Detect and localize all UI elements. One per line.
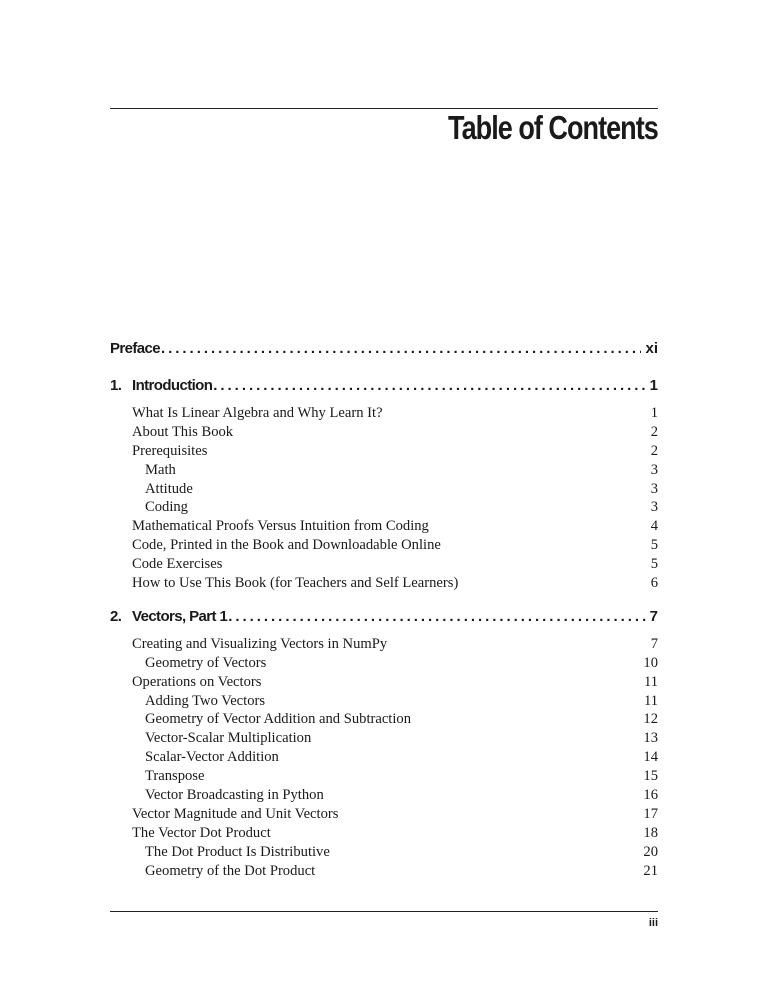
chapter-page: 7	[649, 607, 658, 625]
entry-page: 21	[643, 862, 658, 879]
entry-page: 4	[650, 518, 658, 535]
bottom-rule	[110, 911, 658, 912]
entry-page: 3	[650, 480, 658, 497]
entry-title: Creating and Visualizing Vectors in NumPy	[132, 635, 388, 652]
chapter-page: 1	[649, 377, 658, 394]
toc-preface[interactable]	[110, 340, 658, 368]
chapter-title: Vectors, Part 1	[132, 607, 228, 625]
toc-entry[interactable]	[110, 499, 658, 518]
entry-page: 12	[643, 711, 658, 728]
toc-entry[interactable]	[110, 481, 658, 500]
page-folio: iii	[648, 917, 658, 929]
entry-title: Geometry of the Dot Product	[145, 862, 316, 879]
toc-entry[interactable]	[110, 806, 658, 825]
toc-entry[interactable]	[110, 443, 658, 462]
entry-page: 5	[650, 537, 658, 554]
chapter-spacer	[110, 594, 658, 608]
preface-page: xi	[645, 340, 658, 357]
entry-title: Transpose	[145, 768, 205, 785]
toc-entry[interactable]	[110, 768, 658, 787]
entry-title: Mathematical Proofs Versus Intuition from Coding	[132, 518, 429, 535]
entry-page: 3	[650, 461, 658, 478]
entry-title: Operations on Vectors	[132, 673, 262, 690]
entry-page: 11	[643, 692, 658, 709]
chapter-number: 2.	[110, 607, 122, 625]
toc-entry[interactable]	[110, 405, 658, 424]
toc-entry[interactable]	[110, 575, 658, 594]
entry-page: 5	[650, 556, 658, 573]
toc-entry[interactable]	[110, 693, 658, 712]
entry-page: 1	[650, 405, 658, 421]
entry-title: The Vector Dot Product	[132, 824, 271, 841]
toc-entry[interactable]	[110, 462, 658, 481]
entry-title: Prerequisites	[132, 442, 208, 459]
entry-title: Math	[145, 461, 176, 478]
entry-page: 16	[643, 787, 658, 804]
entry-title: Vector Broadcasting in Python	[145, 787, 324, 804]
entry-title: What Is Linear Algebra and Why Learn It?	[132, 405, 383, 421]
entry-page: 18	[643, 824, 658, 841]
entry-title: The Dot Product Is Distributive	[145, 843, 330, 860]
toc-entry[interactable]	[110, 730, 658, 749]
entry-page: 6	[650, 575, 658, 592]
toc-chapter-2[interactable]	[110, 608, 658, 636]
preface-label: Preface	[110, 340, 161, 357]
toc-entry[interactable]	[110, 537, 658, 556]
entry-page: 3	[650, 499, 658, 516]
toc-entry[interactable]	[110, 711, 658, 730]
entry-page: 15	[643, 768, 658, 785]
entry-title: Code, Printed in the Book and Downloadable Online	[132, 537, 441, 554]
toc-entry[interactable]	[110, 749, 658, 768]
dot-leader	[161, 340, 641, 357]
toc-chapter-1[interactable]	[110, 377, 658, 405]
toc-entry[interactable]	[110, 655, 658, 674]
entry-title: How to Use This Book (for Teachers and Self Learners)	[132, 575, 459, 592]
entry-title: Code Exercises	[132, 556, 223, 573]
entry-title: Adding Two Vectors	[145, 692, 266, 709]
entry-page: 11	[643, 673, 658, 690]
toc-entry[interactable]	[110, 825, 658, 844]
chapter-title: Introduction	[132, 377, 213, 394]
entry-page: 17	[643, 805, 658, 822]
toc-entry[interactable]	[110, 844, 658, 863]
entry-page: 7	[650, 635, 658, 652]
entry-title: Geometry of Vectors	[145, 654, 267, 671]
entry-title: About This Book	[132, 423, 234, 440]
toc-entry[interactable]	[110, 674, 658, 693]
entry-page: 20	[643, 843, 658, 860]
toc-entry[interactable]	[110, 518, 658, 537]
toc-entry[interactable]	[110, 636, 658, 655]
toc-entry[interactable]	[110, 863, 658, 882]
table-of-contents	[110, 340, 658, 881]
entry-title: Vector Magnitude and Unit Vectors	[132, 805, 339, 822]
chapter-list	[110, 377, 658, 881]
entry-title: Vector-Scalar Multiplication	[145, 730, 312, 747]
toc-entry[interactable]	[110, 556, 658, 575]
entry-title: Coding	[145, 499, 188, 516]
entry-title: Scalar-Vector Addition	[145, 749, 279, 766]
entry-page: 2	[650, 442, 658, 459]
toc-entry[interactable]	[110, 787, 658, 806]
toc-entry[interactable]	[110, 424, 658, 443]
dot-leader	[213, 377, 645, 394]
page-title: Table of Contents	[448, 109, 658, 146]
entry-page: 2	[650, 423, 658, 440]
entry-page: 10	[643, 654, 658, 671]
dot-leader	[228, 608, 645, 625]
entry-title: Attitude	[145, 480, 193, 497]
entry-page: 13	[643, 730, 658, 747]
entry-title: Geometry of Vector Addition and Subtraction	[145, 711, 412, 728]
chapter-number: 1.	[110, 377, 122, 394]
entry-page: 14	[643, 749, 658, 766]
